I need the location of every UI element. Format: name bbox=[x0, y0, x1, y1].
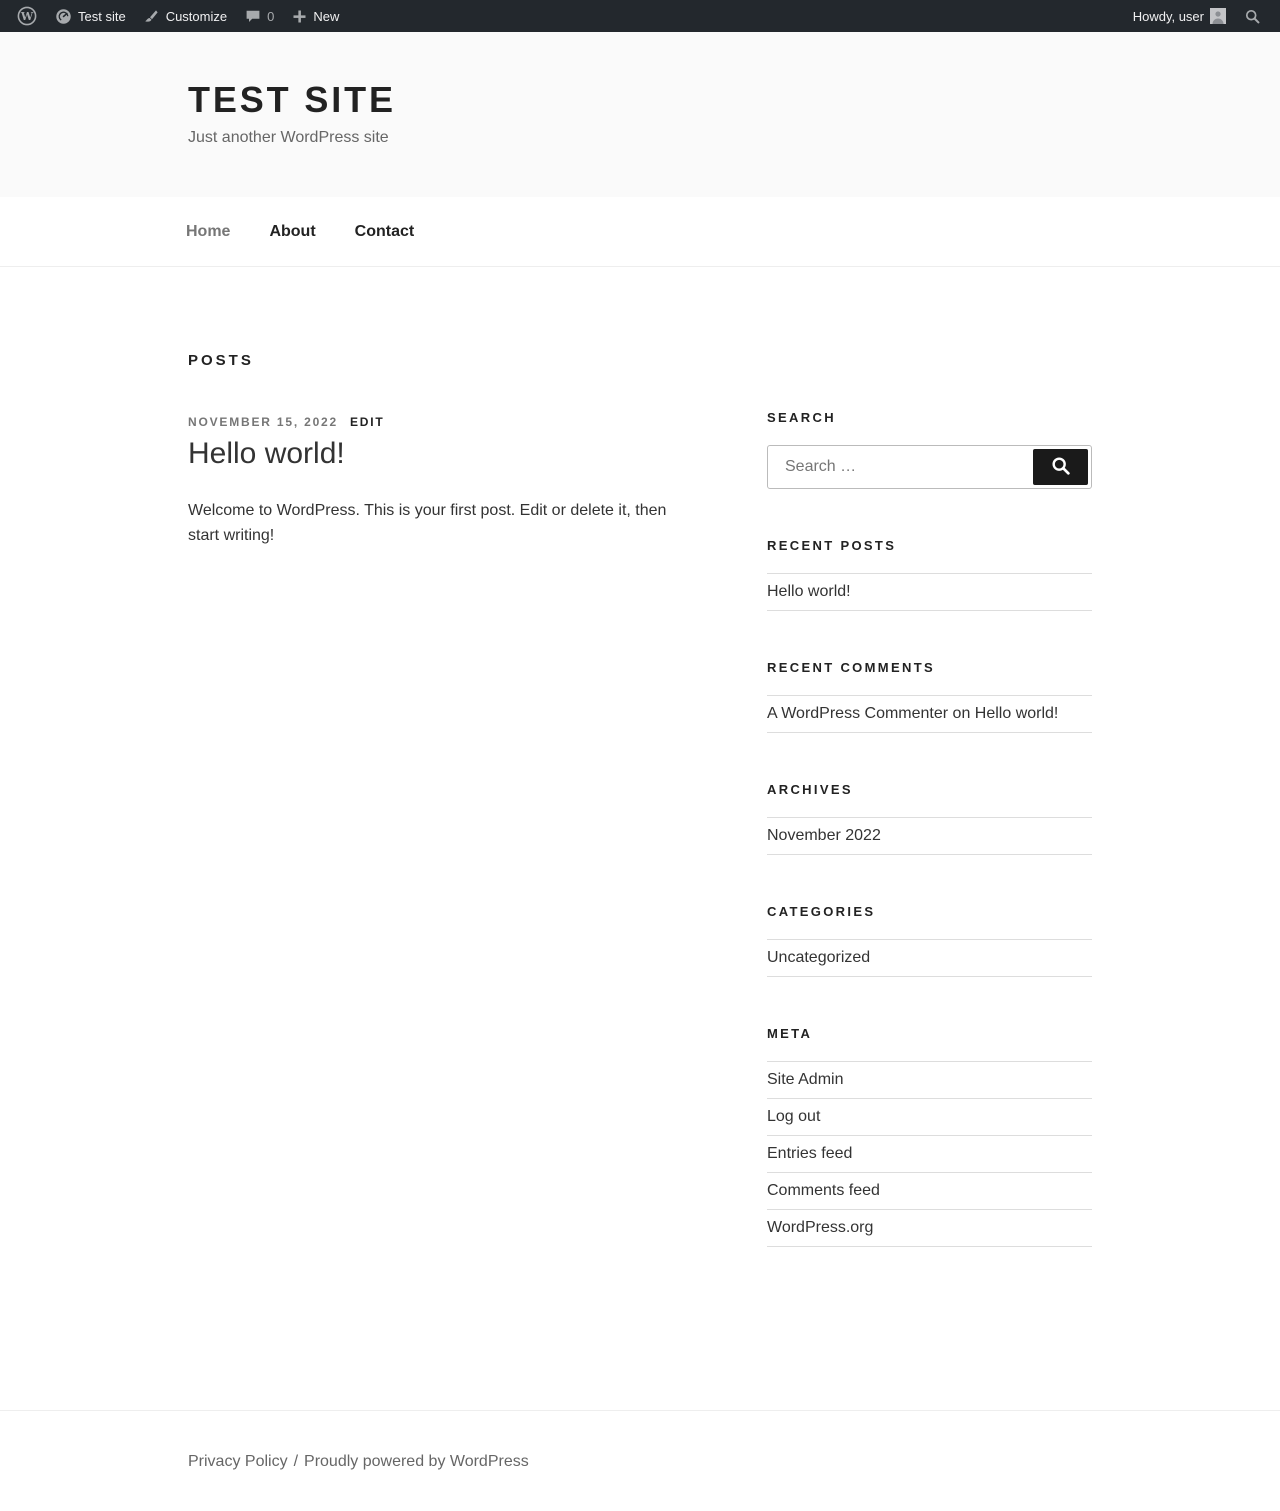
search-submit-button[interactable] bbox=[1033, 449, 1088, 485]
my-account-menu[interactable] bbox=[1124, 0, 1235, 32]
comments-bubble-icon bbox=[245, 8, 261, 24]
recent-posts-list bbox=[767, 573, 1092, 611]
svg-text:W: W bbox=[20, 10, 34, 23]
comments-feed-link[interactable]: Comments feed bbox=[767, 1182, 880, 1199]
list-item bbox=[767, 940, 1092, 977]
privacy-policy-link[interactable]: Privacy Policy bbox=[188, 1453, 288, 1470]
post-body: Welcome to WordPress. This is your first post. Edit or delete it, then start writing! bbox=[188, 502, 667, 544]
new-content-menu[interactable] bbox=[283, 0, 348, 32]
howdy-text: Howdy, user bbox=[1132, 8, 1204, 24]
recent-comment-link[interactable]: A WordPress Commenter on Hello world! bbox=[767, 705, 1059, 722]
post-date-link[interactable]: NOVEMBER 15, 2022 bbox=[188, 415, 338, 429]
list-item bbox=[767, 1173, 1092, 1210]
list-item bbox=[767, 1099, 1092, 1136]
archives-widget bbox=[767, 782, 1092, 855]
comment-count: 0 bbox=[267, 8, 275, 24]
sidebar bbox=[767, 352, 1092, 1296]
admin-bar-right bbox=[1124, 0, 1270, 32]
site-admin-link[interactable]: Site Admin bbox=[767, 1071, 844, 1088]
recent-posts-widget bbox=[767, 538, 1092, 611]
nav-item-about[interactable]: About bbox=[269, 222, 316, 240]
post-title-link[interactable]: Hello world! bbox=[188, 437, 345, 470]
site-title[interactable]: TEST SITE bbox=[188, 79, 396, 120]
search-widget bbox=[767, 410, 1092, 489]
search-widget-title: SEARCH bbox=[767, 410, 836, 425]
archive-link[interactable]: November 2022 bbox=[767, 827, 881, 844]
archives-title: ARCHIVES bbox=[767, 782, 853, 797]
main-navigation bbox=[0, 197, 1280, 267]
list-item bbox=[767, 1136, 1092, 1173]
admin-bar bbox=[0, 0, 1280, 32]
customize-menu[interactable] bbox=[135, 0, 236, 32]
categories-widget bbox=[767, 904, 1092, 977]
list-item bbox=[767, 818, 1092, 855]
search-form bbox=[767, 445, 1092, 489]
powered-by-link[interactable]: Proudly powered by WordPress bbox=[304, 1453, 529, 1470]
site-content bbox=[0, 267, 1280, 1410]
wordpress-logo-icon bbox=[17, 6, 37, 26]
categories-title: CATEGORIES bbox=[767, 904, 876, 919]
log-out-link[interactable]: Log out bbox=[767, 1108, 821, 1125]
plus-icon bbox=[292, 9, 307, 24]
recent-comments-list bbox=[767, 695, 1092, 733]
entries-feed-link[interactable]: Entries feed bbox=[767, 1145, 853, 1162]
customize-label: Customize bbox=[165, 8, 228, 24]
archives-list bbox=[767, 817, 1092, 855]
categories-list bbox=[767, 939, 1092, 977]
list-item bbox=[767, 574, 1092, 611]
recent-comments-widget bbox=[767, 660, 1092, 733]
post-article bbox=[188, 415, 688, 549]
nav-item-contact[interactable]: Contact bbox=[354, 222, 415, 240]
category-link[interactable]: Uncategorized bbox=[767, 949, 871, 966]
post-edit-link[interactable]: EDIT bbox=[350, 415, 385, 429]
recent-comments-title: RECENT COMMENTS bbox=[767, 660, 935, 675]
site-tagline: Just another WordPress site bbox=[188, 129, 389, 147]
posts-section-title: POSTS bbox=[188, 352, 254, 369]
search-button-icon bbox=[1050, 455, 1072, 480]
site-footer bbox=[0, 1410, 1280, 1511]
wordpress-org-link[interactable]: WordPress.org bbox=[767, 1219, 874, 1236]
new-label: New bbox=[313, 8, 340, 24]
nav-item-home[interactable]: Home bbox=[186, 222, 231, 240]
meta-title: META bbox=[767, 1026, 813, 1041]
customize-brush-icon bbox=[144, 8, 160, 24]
admin-bar-left bbox=[8, 0, 348, 32]
list-item bbox=[767, 1210, 1092, 1247]
posts-column bbox=[188, 352, 688, 1296]
footer-separator: / bbox=[293, 1453, 299, 1470]
site-name-menu[interactable] bbox=[46, 0, 135, 32]
meta-widget bbox=[767, 1026, 1092, 1247]
post-meta bbox=[188, 415, 688, 429]
list-item bbox=[767, 1062, 1092, 1099]
recent-posts-title: RECENT POSTS bbox=[767, 538, 897, 553]
user-avatar bbox=[1210, 8, 1226, 24]
comments-menu[interactable] bbox=[236, 0, 283, 32]
site-name-label: Test site bbox=[78, 8, 126, 24]
site-header bbox=[0, 32, 1280, 197]
search-icon bbox=[1244, 8, 1261, 25]
meta-list bbox=[767, 1061, 1092, 1247]
dashboard-gauge-icon bbox=[55, 8, 72, 25]
recent-post-link[interactable]: Hello world! bbox=[767, 583, 851, 600]
wordpress-menu[interactable] bbox=[8, 0, 46, 32]
admin-search-toggle[interactable] bbox=[1235, 0, 1270, 32]
list-item bbox=[767, 696, 1092, 733]
